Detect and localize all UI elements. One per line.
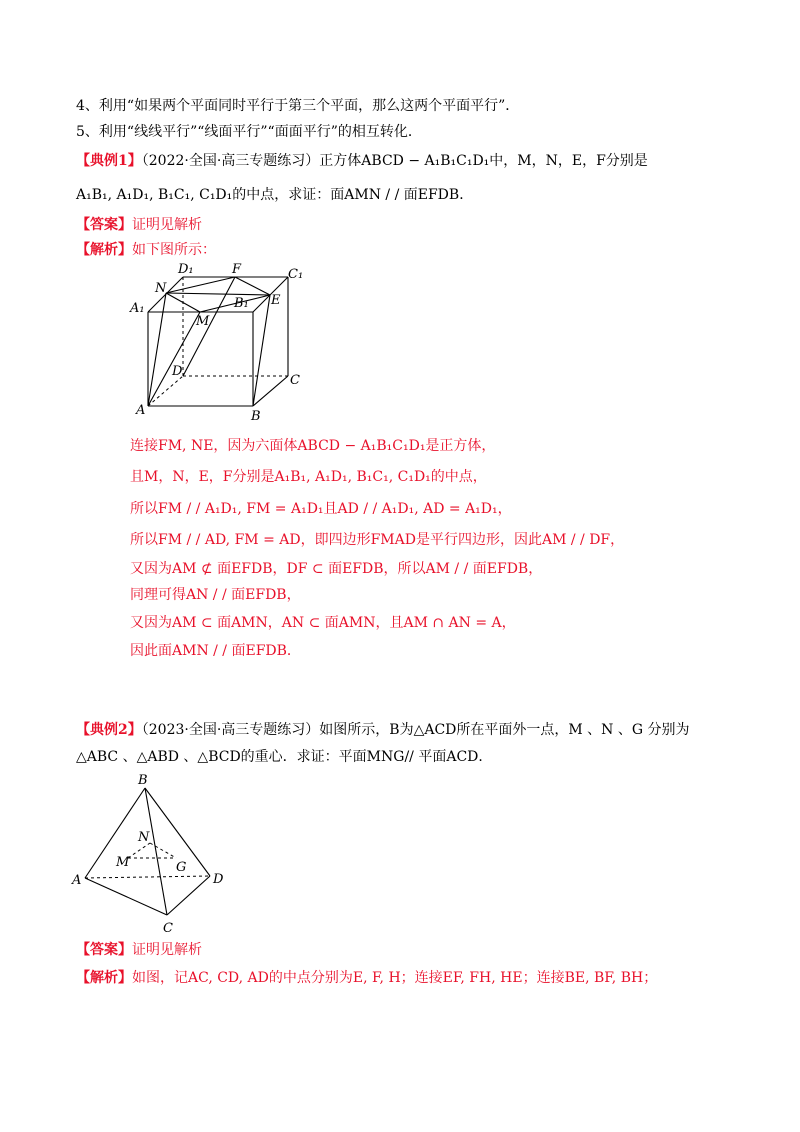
label-A: A (72, 873, 82, 888)
label-B: B (251, 409, 261, 424)
label-C: C (163, 921, 173, 936)
label-N: N (138, 830, 150, 845)
label-M: M (116, 855, 130, 870)
label-C: C (290, 373, 300, 388)
example2-stem-line1: 如图所示，B为△ACD所在平面外一点，M 、N 、G 分别为 (319, 722, 690, 738)
label-G: G (176, 860, 187, 875)
example2-stem (76, 720, 690, 740)
seg-B-E (253, 295, 270, 406)
example1-stem-line1: 正方体ABCD − A₁B₁C₁D₁中，M，N，E，F分别是 (319, 153, 648, 169)
analysis-intro: 如下图所示： (132, 242, 216, 258)
label-F: F (232, 262, 242, 277)
answer2-text: 证明见解析 (132, 942, 202, 958)
example2-source: （2023·全国·高三专题练习） (141, 722, 320, 738)
label-A1: A₁ (130, 301, 145, 316)
method-5: 5、利用“线线平行”“线面平行”“面面平行”的相互转化． (76, 124, 422, 140)
solution-line-6: 同理可得AN / / 面EFDB， (130, 587, 301, 603)
answer-text: 证明见解析 (132, 217, 202, 233)
example1-answer (76, 215, 202, 235)
label-M: M (196, 314, 210, 329)
seg-N-G (150, 843, 176, 858)
tetrahedron-figure (70, 770, 240, 936)
solution-line-2: 且M，N，E，F分别是A₁B₁, A₁D₁, B₁C₁, C₁D₁的中点， (130, 469, 487, 485)
answer2-tag: 【答案】 (76, 942, 132, 958)
solution-line-4: 所以FM / / AD, FM = AD，即四边形FMAD是平行四边形，因此AM / / DF， (130, 532, 625, 548)
label-A: A (136, 403, 146, 418)
seg-F-E (235, 277, 270, 295)
analysis2-tag: 【解析】 (76, 970, 132, 986)
hidden-edge-A-D (85, 876, 210, 878)
method-4: 4、利用“如果两个平面同时平行于第三个平面，那么这两个平面平行”． (76, 98, 520, 114)
solution-line-7: 又因为AM ⊂ 面AMN，AN ⊂ 面AMN，且AM ∩ AN = A， (130, 615, 516, 631)
seg-N-E (166, 293, 270, 295)
label-B: B (138, 773, 148, 788)
example1-stem (76, 151, 648, 171)
analysis-tag: 【解析】 (76, 242, 132, 258)
example1-label: 【典例1】 (76, 153, 142, 169)
label-C1: C₁ (288, 267, 304, 282)
example1-source: （2022·全国·高三专题练习） (141, 153, 320, 169)
edge-C-D (167, 876, 210, 915)
solution-line-8: 因此面AMN / / 面EFDB． (130, 643, 301, 659)
label-D: D (213, 872, 224, 887)
example2-stem-line2: △ABC 、△ABD 、△BCD的重心．求证：平面MNG// 平面ACD． (76, 749, 493, 765)
edge-A-C (85, 878, 167, 915)
solution-line-3: 所以FM / / A₁D₁, FM = A₁D₁且AD / / A₁D₁, AD = A₁D₁， (130, 501, 512, 517)
edge-B-C (145, 788, 167, 915)
edge-B-A (85, 788, 145, 878)
solution-line-1: 连接FM, NE，因为六面体ABCD − A₁B₁C₁D₁是正方体， (130, 438, 496, 454)
label-D: D (172, 364, 183, 379)
example1-stem-line2: A₁B₁, A₁D₁, B₁C₁, C₁D₁的中点，求证：面AMN / / 面EFDB． (76, 187, 474, 203)
example1-analysis (76, 240, 216, 260)
solution-line-5: 又因为AM ⊄ 面EFDB，DF ⊂ 面EFDB，所以AM / / 面EFDB， (130, 561, 543, 577)
edge-B-C (253, 376, 288, 406)
hidden-edge-A-D (148, 376, 183, 406)
label-E: E (271, 293, 281, 308)
answer-tag: 【答案】 (76, 217, 132, 233)
label-B1: B₁ (234, 296, 249, 311)
seg-M-N (128, 843, 150, 858)
seg-N-F (166, 277, 235, 293)
analysis2-text: 如图，记AC, CD, AD的中点分别为E, F, H；连接EF, FH, HE；连接BE, BF, BH； (132, 970, 658, 986)
label-N: N (155, 281, 167, 296)
cube-figure (128, 262, 328, 424)
example2-analysis (76, 968, 657, 988)
example2-label: 【典例2】 (76, 722, 142, 738)
label-D1: D₁ (178, 262, 194, 277)
example2-answer (76, 940, 202, 960)
